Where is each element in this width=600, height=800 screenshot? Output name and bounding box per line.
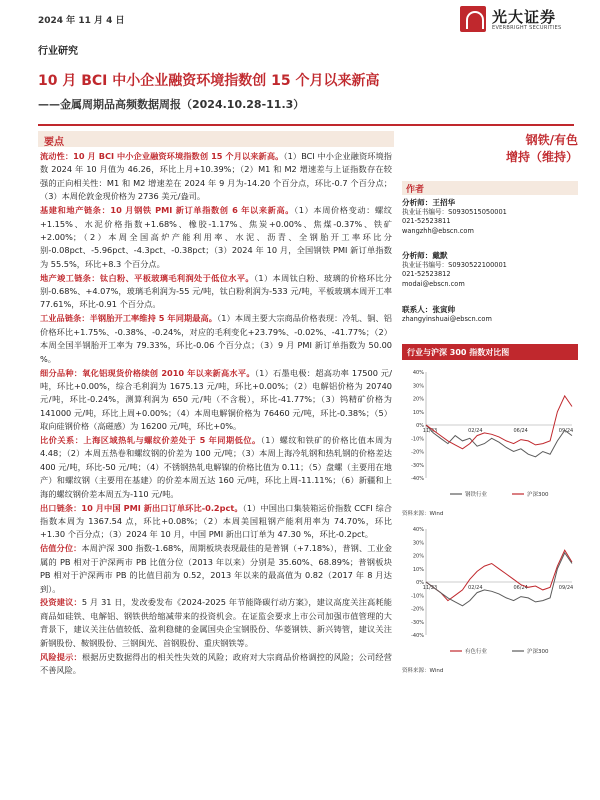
key-point-text: 本周沪深 300 指数-1.68%，周期板块表现最佳的是普钢（+7.18%），普钢、工业金属的 PB 相对于沪深两市 PB 比值分位（2013 年以来）分别是 35.60%、68.89%；普钢板块 PB 相对于沪深两市 PB 的比值目前为 0.52，2013 年以来的最高值为 0.82（2017 年 8 月达到）。: [40, 543, 392, 594]
y-tick-label: 40%: [412, 370, 424, 376]
key-point-paragraph: [40, 150, 392, 204]
key-point-lead: 细分品种：氧化铝现货价格续创 2010 年以来新高水平。: [40, 367, 255, 378]
y-tick-label: -20%: [411, 449, 424, 456]
logo-subtext: EVERBRIGHT SECURITIES: [492, 25, 562, 31]
series-line: [426, 553, 572, 606]
authors-label: 作者: [406, 185, 425, 195]
author-email[interactable]: modai@ebscn.com: [402, 279, 465, 288]
author-block: [402, 198, 578, 236]
authors-header: [402, 181, 578, 195]
key-point-text: （1）中国出口集装箱运价指数 CCFI 综合指数本周为 1367.54 点，环比+0.08%；（2）本周美国粗钢产能利用率为 74.70%，环比+1.30 个百分点；（3）2024 年 10 月，中国 PMI 新出口订单为 47.30 %，环比-0.2pct。: [40, 502, 392, 540]
author-block: [402, 305, 578, 324]
x-tick-label: 02/24: [468, 585, 483, 591]
key-point-lead: 估值分位：: [40, 543, 82, 554]
author-phone: 021-52523812: [402, 270, 451, 279]
y-tick-label: 0%: [416, 423, 424, 429]
author-block: [402, 251, 578, 289]
y-tick-label: -40%: [411, 476, 424, 482]
x-tick-label: 11/23: [422, 428, 438, 434]
key-point-paragraph: [40, 434, 392, 501]
key-point-paragraph: [40, 204, 392, 271]
key-point-lead: 流动性：10 月 BCI 中小企业融资环境指数创 15 个月以来新高。: [40, 151, 284, 161]
report-title: 10 月 BCI 中小企业融资环境指数创 15 个月以来新高: [38, 73, 380, 89]
key-point-paragraph: [40, 502, 392, 542]
nonferrous-vs-hs300-chart: [402, 523, 578, 663]
key-point-text: 5 月 31 日，发改委发布《2024-2025 年节能降碳行动方案》，建议高度关注高耗能商品如硅铁、电解铝、钢铁供给缩减带来的投资机会。在证监会要求上市公司加强市值管理的大背景下，建议关注估值较低、盈利稳健的金属国央企宝钢股份、华菱钢铁、新兴铸管，建议关注新钢股份、鞍钢股份、三钢闽光、首钢股份、重庆钢铁等。: [40, 597, 392, 648]
x-tick-label: 11/23: [422, 585, 438, 591]
key-point-paragraph: [40, 596, 392, 650]
y-tick-label: 30%: [412, 540, 424, 547]
y-tick-label: -10%: [411, 593, 424, 600]
key-point-text: （1）本周主要大宗商品价格表现：冷轧、铜、铝价格环比+1.75%、-0.38%、-0.24%，对应的毛利变化+23.79%、-0.02%、-41.77%；（2）本周全国半钢胎开工率为 79.33%，环比-0.06 个百分点；（3）9 月 PMI 新订单指数为 50.00 %。: [40, 313, 392, 364]
title-divider: [38, 124, 574, 126]
key-point-text: （1）石墨电极：超高功率 17500 元/吨，环比+0.00%，综合毛利润为 1675.13 元/吨，环比+0.00%；（2）电解铝价格为 20740 元/吨，环比-0.24%，测算利润为 650 元/吨（不含税），环比-41.77%；（3）钨精矿价格为 141000 元/吨，环比上周+0.00%；（4）本周电解铜价格为 76460 元/吨，环比-0.38%；（5）取向硅钢价格（高磁感）为 16200 元/吨，环比+0%。: [40, 367, 392, 432]
report-subtitle: ——金属周期品高频数据周报（2024.10.28-11.3）: [38, 98, 305, 111]
y-tick-label: 20%: [412, 396, 424, 403]
y-tick-label: -30%: [411, 462, 424, 469]
y-tick-label: -20%: [411, 606, 424, 613]
y-tick-label: -10%: [411, 436, 424, 443]
author-name: 联系人：张寅帅: [402, 305, 456, 314]
key-point-paragraph: [40, 367, 392, 434]
author-license: 执业证书编号：S0930515050001: [402, 207, 507, 216]
key-point-lead: 出口链条：10 月中国 PMI 新出口订单环比-0.2pct。: [40, 502, 243, 513]
author-email[interactable]: zhangyinshuai@ebscn.com: [402, 314, 492, 323]
key-point-text: （1）BCI 中小企业融资环境指数 2024 年 10 月值为 46.26，环比上月+10.39%；（2）M1 和 M2 增速差与上证指数存在较强的正向相关性：M1 和 M2 增速差在 2024 年 9 月为-14.20 个百分点，环比-0.7 个百分点；（3）本周伦敦金现价格为 2736 美元/盎司。: [40, 151, 392, 202]
x-tick-label: 09/24: [558, 428, 574, 434]
steel-vs-hs300-chart: [402, 366, 578, 506]
key-point-lead: 基建和地产链条：10 月钢铁 PMI 新订单指数创 6 年以来新高。: [40, 205, 295, 216]
y-tick-label: 10%: [412, 409, 424, 416]
legend-label: 有色行业: [465, 649, 488, 655]
key-point-lead: 工业品链条：半钢胎开工率维持 5 年同期最高。: [40, 313, 218, 324]
chart-source: 资料来源：Wind: [402, 511, 444, 517]
y-tick-label: 20%: [412, 553, 424, 560]
author-name: 分析师：王招华: [402, 198, 456, 207]
legend-label: 钢铁行业: [465, 492, 488, 498]
key-point-lead: 地产竣工链条：钛白粉、平板玻璃毛利润处于低位水平。: [40, 272, 254, 283]
key-point-text: （1）本周价格变动：螺纹+1.15%、水泥价格指数+1.68%、橡胶-1.17%、焦炭+0.00%、焦煤-0.37%、铁矿+2.00%；（2）本周全国高炉产能利用率、水泥、沥青、全钢胎开工率环比分别-0.08pct、-5.96pct、-4.3pct、-0.38pct；（3）2024 年 10 月，全国钢铁 PMI 新订单指数为 55.5%，环比+8.3 个百分点。: [40, 205, 392, 269]
chart-header: [402, 344, 578, 360]
y-tick-label: 0%: [416, 580, 424, 586]
industry-name: 钢铁/有色: [525, 133, 578, 147]
y-tick-label: 30%: [412, 383, 424, 390]
series-line: [426, 550, 572, 600]
key-point-paragraph: [40, 312, 392, 366]
report-category: 行业研究: [38, 46, 78, 57]
key-point-lead: 风险提示：: [40, 651, 82, 662]
key-point-text: （1）本周钛白粉、玻璃的价格环比分别-0.68%、+4.07%，玻璃毛利润为-55 元/吨，钛白粉利润为-533 元/吨，平板玻璃本周开工率 77.61%，环比-0.91 个百分点。: [40, 272, 392, 310]
key-points-header: [38, 131, 394, 147]
chart-source: 资料来源：Wind: [402, 668, 444, 674]
x-tick-label: 06/24: [513, 585, 528, 591]
legend-label: 沪深300: [527, 649, 549, 655]
x-tick-label: 09/24: [558, 585, 574, 591]
y-tick-label: -40%: [411, 633, 424, 639]
key-points-body: [40, 150, 392, 678]
logo-text: 光大证券: [492, 8, 557, 26]
company-logo: [460, 6, 580, 34]
y-tick-label: 40%: [412, 527, 424, 533]
y-tick-label: -30%: [411, 619, 424, 626]
x-tick-label: 02/24: [468, 428, 483, 434]
x-tick-label: 06/24: [513, 428, 528, 434]
chart-title: 行业与沪深 300 指数对比图: [407, 348, 510, 357]
key-point-lead: 比价关系：上海区域热轧与螺纹价差处于 5 年同期低位。: [40, 435, 261, 446]
key-point-paragraph: [40, 651, 392, 678]
key-point-lead: 投资建议：: [40, 597, 82, 608]
key-point-text: 根据历史数据得出的相关性失效的风险；政府对大宗商品价格调控的风险；公司经营不善风险。: [40, 651, 392, 675]
industry-rating: 增持（维持）: [505, 150, 578, 164]
author-license: 执业证书编号：S0930522100001: [402, 260, 507, 269]
report-date: 2024 年 11 月 4 日: [38, 16, 125, 26]
key-point-text: （1）螺纹和铁矿的价格比值本周为 4.48；（2）本周五热卷和螺纹钢的价差为 100 元/吨；（3）本周上海冷轧钢和热轧钢的价格差达 400 元/吨，环比-50 元/吨；（4）不锈钢热轧电解镍的价格比值为 0.11；（5）盘螺（主要用在地产）和螺纹钢（主要用在基建）的价差本周五达 160 元/吨，环比上周-11.11%；（6）新疆和上海的螺纹钢价差本周五为-110 元/吨。: [40, 435, 392, 499]
author-email[interactable]: wangzhh@ebscn.com: [402, 226, 474, 235]
series-line: [426, 396, 572, 449]
logo-icon: [460, 6, 486, 32]
author-name: 分析师：戴默: [402, 251, 448, 260]
legend-label: 沪深300: [527, 492, 549, 498]
key-points-label: 要点: [44, 137, 64, 148]
key-point-paragraph: [40, 542, 392, 596]
y-tick-label: 10%: [412, 566, 424, 573]
author-phone: 021-52523811: [402, 217, 451, 226]
key-point-paragraph: [40, 272, 392, 312]
